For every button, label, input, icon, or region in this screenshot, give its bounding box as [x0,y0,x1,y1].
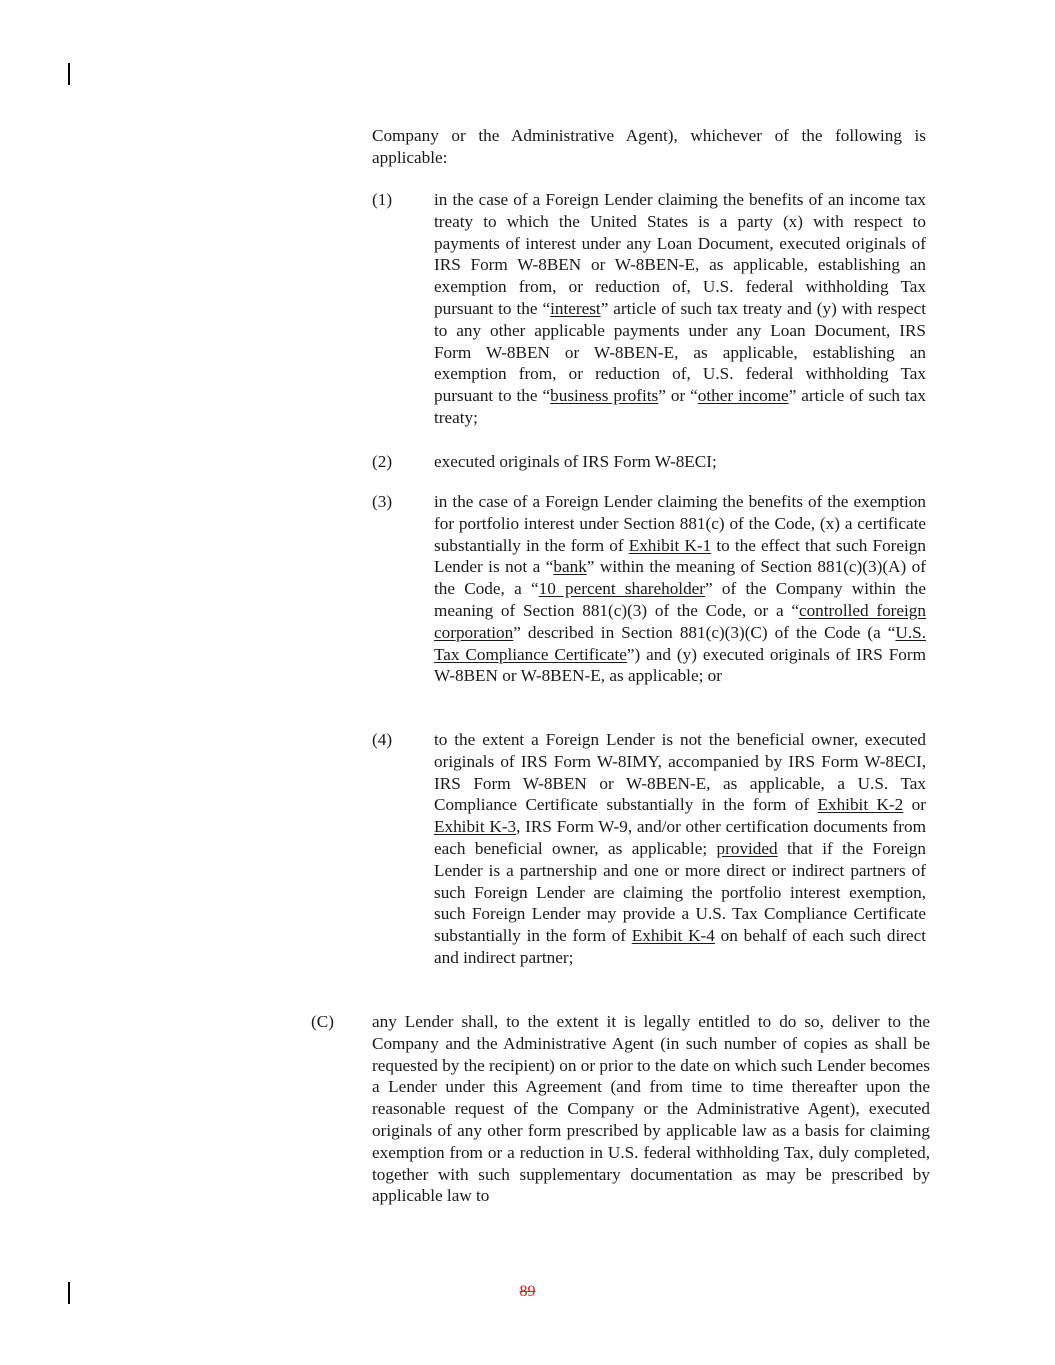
item-number: (4) [372,730,393,749]
defined-term: Exhibit K-3 [434,817,517,837]
item-text: in the case of a Foreign Lender claiming the benefits of the exemption for portfolio interest under Section 881(c) of the Code, (x) a certificate substantially in the form of Exhibit K-1 to the effect that such Foreign Lender is not a “bank” within the meaning of Section 881(c)(3)(A) of the Code, a “10 percent shareholder” of the Company within the meaning of Section 881(c)(3) of the Code, or a “controlled foreign corporation” described in Section 881(c)(3)(C) of the Code (a “U.S. Tax Compliance Certificate”) and (y) executed originals of IRS Form W-8BEN or W-8BEN-E, as applicable; or [434,492,926,686]
defined-term: Exhibit K-4 [631,926,715,946]
item-number: (C) [311,1012,334,1031]
defined-term: bank [553,557,587,577]
defined-term: Exhibit K-2 [817,795,904,815]
defined-term: business profits [550,386,659,406]
defined-term: U.S. Tax Compliance Certificate [434,622,926,664]
defined-term: Exhibit K-1 [628,535,712,555]
defined-term: controlled foreign corporation [434,600,926,642]
defined-term: interest [550,298,601,318]
item-number: (3) [372,492,393,511]
defined-term: provided [716,838,778,858]
item-number: (2) [372,452,393,471]
item-text: any Lender shall, to the extent it is legally entitled to do so, deliver to the Company and the Administrative Agent (in such number of copies as shall be requested by the recipient) on or prior to the date on which such Lender becomes a Lender under this Agreement (and from time to time thereafter upon the reasonable request of the Company or the Administrative Agent), executed originals of any other form prescribed by applicable law as a basis for claiming exemption from or a reduction in U.S. federal withholding Tax, duly completed, together with such supplementary documentation as may be prescribed by applicable law to [372,1012,930,1206]
intro-paragraph: Company or the Administrative Agent), whichever of the following is applicable: [372,126,926,167]
defined-term: 10 percent shareholder [538,579,706,599]
change-bar-top [68,63,70,85]
page-number: 89 [519,1283,536,1300]
item-text: to the extent a Foreign Lender is not the beneficial owner, executed originals of IRS Form W-8IMY, accompanied by IRS Form W-8ECI, IRS Form W-8BEN or W-8BEN-E, as applicable, a U.S. Tax Compliance Certificate substantially in the form of Exhibit K-2 or Exhibit K-3, IRS Form W-9, and/or other certification documents from each beneficial owner, as applicable; provided that if the Foreign Lender is a partnership and one or more direct or indirect partners of such Foreign Lender are claiming the portfolio interest exemption, such Foreign Lender may provide a U.S. Tax Compliance Certificate substantially in the form of Exhibit K-4 on behalf of each such direct and indirect partner; [434,730,927,967]
item-text: in the case of a Foreign Lender claiming the benefits of an income tax treaty to which the United States is a party (x) with respect to payments of interest under any Loan Document, executed originals of IRS Form W-8BEN or W-8BEN-E, as applicable, establishing an exemption from, or reduction of, U.S. federal withholding Tax pursuant to the “interest” article of such tax treaty and (y) with respect to any other applicable payments under any Loan Document, IRS Form W-8BEN or W-8BEN-E, as applicable, establishing an exemption from, or reduction of, U.S. federal withholding Tax pursuant to the “business profits” or “other income” article of such tax treaty; [434,190,927,427]
defined-term: other income [697,386,789,406]
item-text: executed originals of IRS Form W-8ECI; [434,452,717,471]
item-number: (1) [372,190,393,209]
